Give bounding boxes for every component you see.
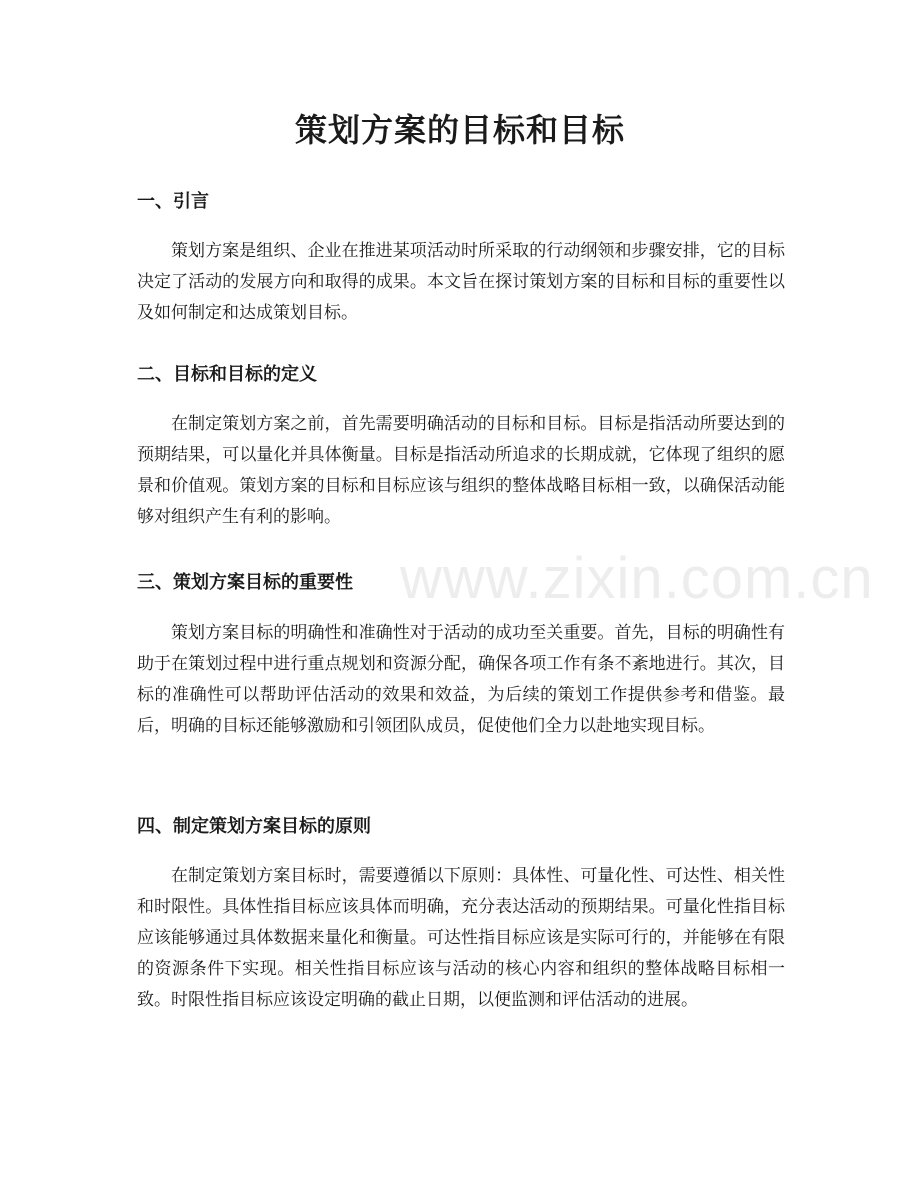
section-paragraph-intro: 策划方案是组织、企业在推进某项活动时所采取的行动纲领和步骤安排，它的目标决定了活动的发展方向和取得的成果。本文旨在探讨策划方案的目标和目标的重要性以及如何制定和达成策划目标。 <box>137 241 785 323</box>
section-heading-definition: 二、目标和目标的定义 <box>137 364 317 385</box>
section-heading-importance: 三、策划方案目标的重要性 <box>137 572 353 593</box>
section-heading-intro: 一、引言 <box>137 191 209 212</box>
section-paragraph-importance: 策划方案目标的明确性和准确性对于活动的成功至关重要。首先，目标的明确性有助于在策划过程中进行重点规划和资源分配，确保各项工作有条不紊地进行。其次，目标的准确性可以帮助评估活动的效果和效益，为后续的策划工作提供参考和借鉴。最后，明确的目标还能够激励和引领团队成员，促使他们全力以赴地实现目标。 <box>137 623 785 736</box>
section-paragraph-definition: 在制定策划方案之前，首先需要明确活动的目标和目标。目标是指活动所要达到的预期结果，可以量化并具体衡量。目标是指活动所追求的长期成就，它体现了组织的愿景和价值观。策划方案的目标和目标应该与组织的整体战略目标相一致，以确保活动能够对组织产生有利的影响。 <box>137 414 785 527</box>
section-heading-principles: 四、制定策划方案目标的原则 <box>137 816 371 837</box>
section-paragraph-principles: 在制定策划方案目标时，需要遵循以下原则：具体性、可量化性、可达性、相关性和时限性。具体性指目标应该具体而明确，充分表达活动的预期结果。可量化性指目标应该能够通过具体数据来量化和衡量。可达性指目标应该是实际可行的，并能够在有限的资源条件下实现。相关性指目标应该与活动的核心内容和组织的整体战略目标相一致。时限性指目标应该设定明确的截止日期，以便监测和评估活动的进展。 <box>137 866 785 1010</box>
watermark: www.zixin.com.cn <box>400 546 874 611</box>
page-title: 策划方案的目标和目标 <box>294 111 625 149</box>
